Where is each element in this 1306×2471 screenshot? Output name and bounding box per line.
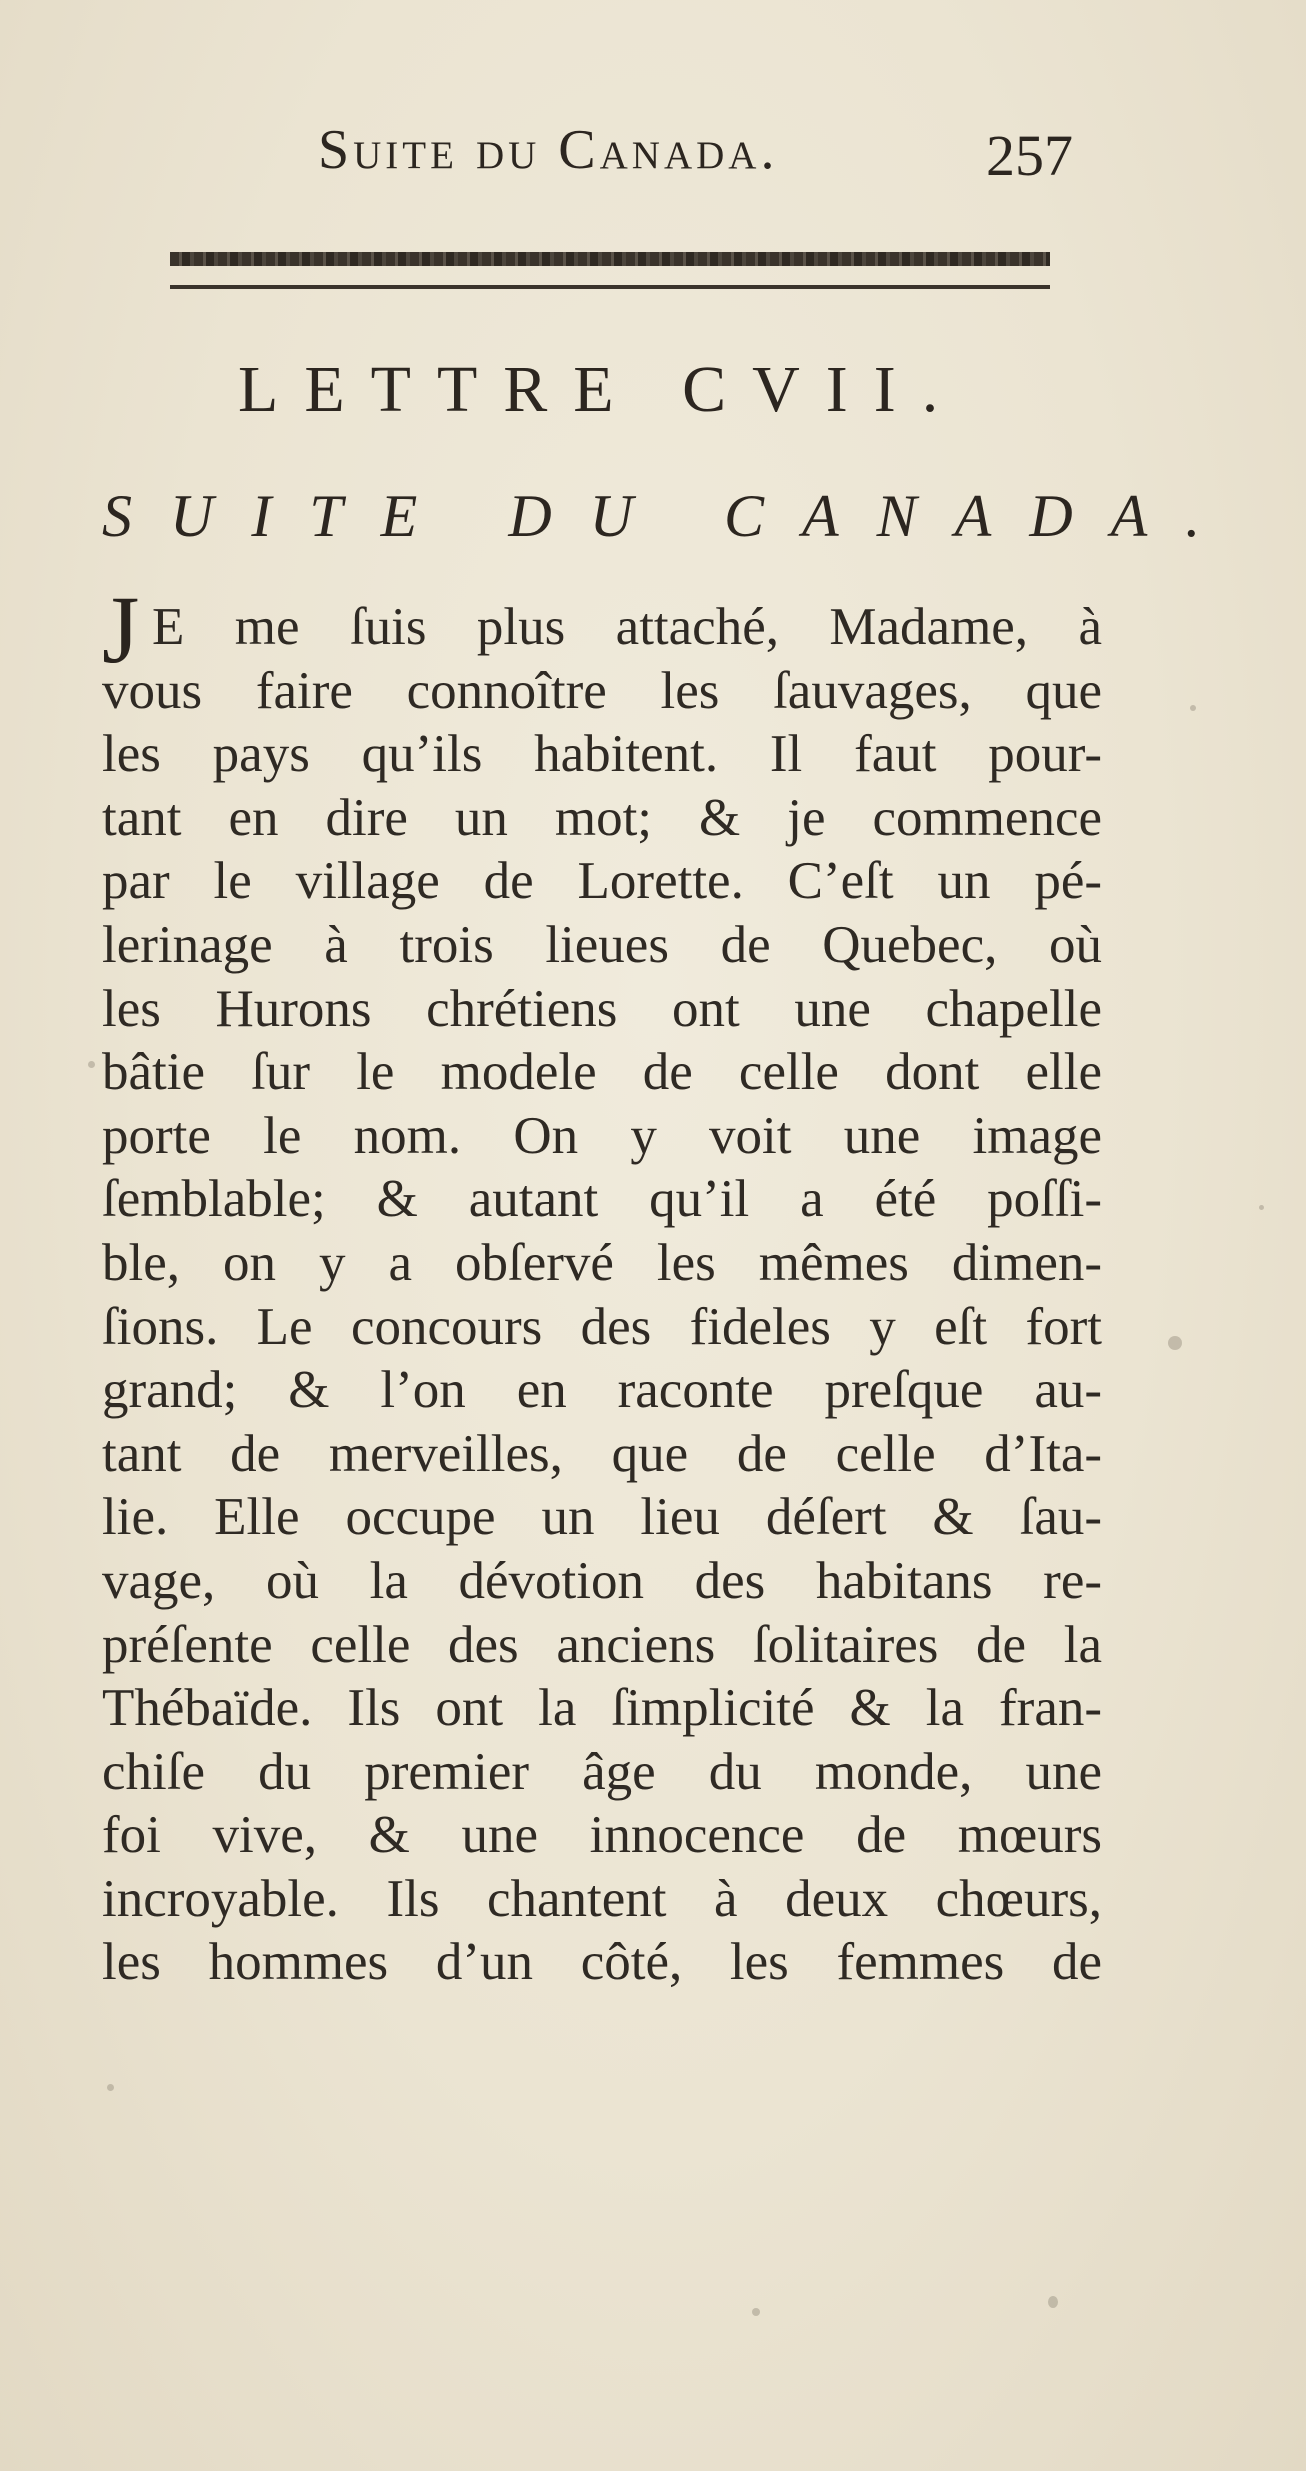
paper-speck [1259, 1205, 1264, 1210]
text-line: chiſe du premier âge du monde, une [102, 1742, 1102, 1801]
paper-speck [107, 2084, 114, 2091]
text-line: lerinage à trois lieues de Quebec, où [102, 915, 1102, 974]
text-line: bâtie ſur le modele de celle dont elle [102, 1043, 1102, 1102]
letter-subtitle: SUITE DU CANADA. [102, 483, 1239, 549]
text-line: par le village de Lorette. C’eſt un pé- [102, 852, 1102, 911]
rule-line [170, 285, 1050, 289]
text-line: les Hurons chrétiens ont une chapelle [102, 979, 1102, 1038]
text-line: incroyable. Ils chantent à deux chœurs, [102, 1869, 1102, 1928]
text-line: vous faire connoître les ſauvages, que [102, 661, 1102, 720]
letter-heading: LETTRE CVII. [238, 353, 965, 426]
text-line: ſions. Le concours des fideles y eſt fort [102, 1297, 1102, 1356]
text-line: tant de merveilles, que de celle d’Ita- [102, 1424, 1102, 1483]
text-line: les pays qu’ils habitent. Il faut pour- [102, 725, 1102, 784]
text-line: Thébaïde. Ils ont la ſimplicité & la fran- [102, 1679, 1102, 1738]
text-line: lie. Elle occupe un lieu déſert & ſau- [102, 1488, 1102, 1547]
paper-speck [1168, 1336, 1182, 1350]
body-text [102, 576, 1102, 1995]
text-line: tant en dire un mot; & je commence [102, 788, 1102, 847]
text-line: grand; & l’on en raconte preſque au- [102, 1361, 1102, 1420]
running-head-title: Suite du Canada. [318, 119, 779, 181]
running-head [318, 118, 1168, 208]
first-line-text: E me ſuis plus attaché, Madame, à [152, 598, 1102, 656]
text-line: foi vive, & une innocence de mœurs [102, 1806, 1102, 1865]
paper-speck [752, 2308, 760, 2316]
text-line: vage, où la dévotion des habitans re- [102, 1551, 1102, 1610]
text-line: préſente celle des anciens ſolitaires de la [102, 1615, 1102, 1674]
text-line: porte le nom. On y voit une image [102, 1106, 1102, 1165]
paper-speck [88, 1061, 95, 1068]
paper-speck [1048, 2296, 1058, 2308]
text-line: les hommes d’un côté, les femmes de [102, 1933, 1102, 1992]
text-line: ble, on y a obſervé les mêmes dimen- [102, 1233, 1102, 1292]
text-line: ſemblable; & autant qu’il a été poſſi- [102, 1170, 1102, 1229]
paper-speck [1190, 705, 1196, 711]
text-line [102, 576, 1102, 683]
page-number: 257 [986, 123, 1073, 188]
drop-cap: J [102, 576, 140, 683]
ornamental-rule [170, 252, 1050, 266]
